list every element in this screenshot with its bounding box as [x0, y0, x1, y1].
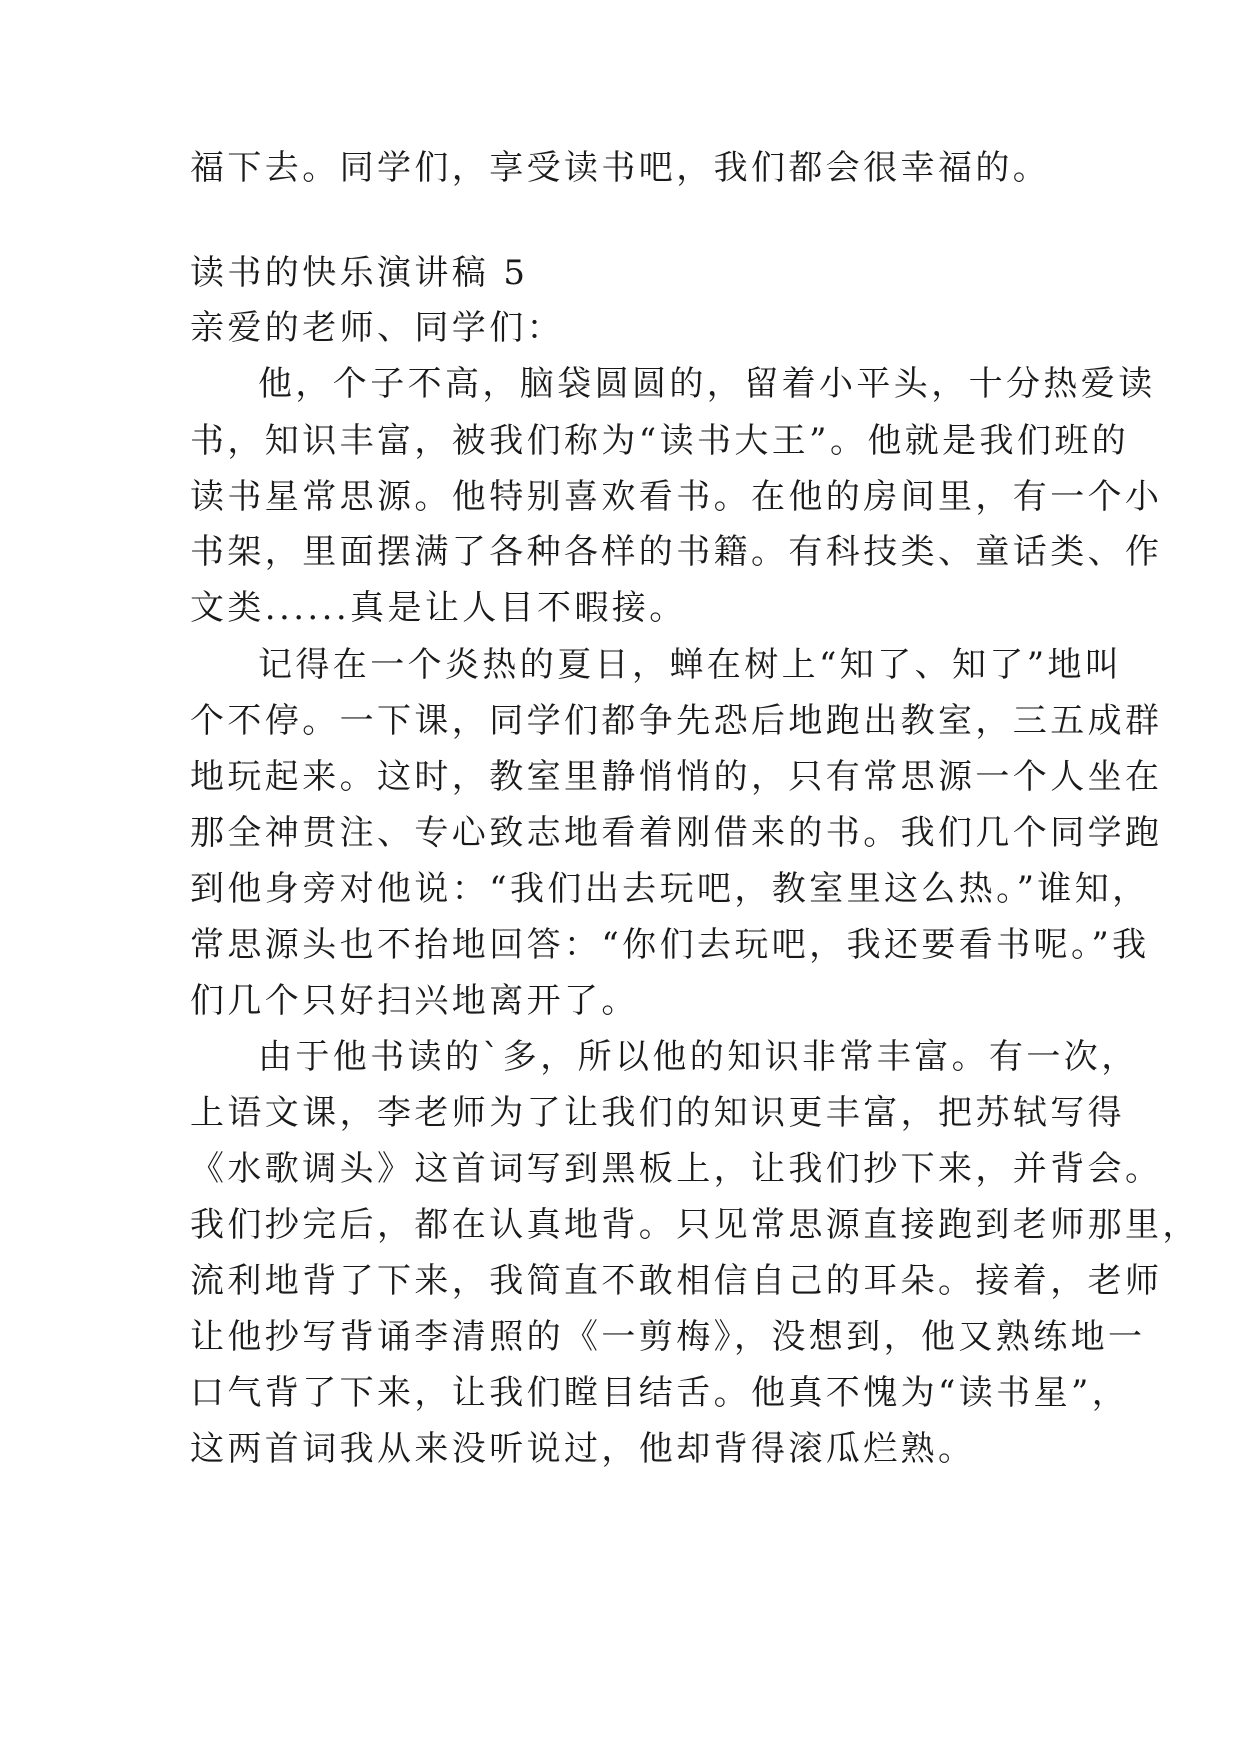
salutation: 亲爱的老师、同学们： — [190, 308, 564, 348]
paragraph-line: 我们抄完后，都在认真地背。只见常思源直接跑到老师那里， — [190, 1205, 1200, 1245]
paragraph-line: 个不停。一下课，同学们都争先恐后地跑出教室，三五成群 — [190, 701, 1163, 741]
paragraph-line: 流利地背了下来，我简直不敢相信自己的耳朵。接着，老师 — [190, 1261, 1163, 1301]
paragraph-line: 他，个子不高，脑袋圆圆的，留着小平头，十分热爱读 — [258, 364, 1156, 404]
paragraph-line: 到他身旁对他说：“我们出去玩吧，教室里这么热。”谁知， — [190, 869, 1150, 909]
paragraph-line: 们几个只好扫兴地离开了。 — [190, 981, 639, 1021]
paragraph-line: 《水歌调头》这首词写到黑板上，让我们抄下来，并背会。 — [190, 1149, 1163, 1189]
paragraph-line: 常思源头也不抬地回答：“你们去玩吧，我还要看书呢。”我 — [190, 925, 1150, 965]
paragraph-line: 口气背了下来，让我们瞠目结舌。他真不愧为“读书星”， — [190, 1373, 1130, 1413]
paragraph-line: 由于他书读的`多，所以他的知识非常丰富。有一次， — [258, 1037, 1139, 1077]
section-title: 读书的快乐演讲稿 5 — [190, 253, 529, 293]
paragraph-line: 地玩起来。这时，教室里静悄悄的，只有常思源一个人坐在 — [190, 757, 1163, 797]
paragraph-line: 书，知识丰富，被我们称为“读书大王”。他就是我们班的 — [190, 421, 1130, 461]
paragraph-line: 记得在一个炎热的夏日，蝉在树上“知了、知了”地叫 — [258, 645, 1123, 685]
paragraph-line: 那全神贯注、专心致志地看着刚借来的书。我们几个同学跑 — [190, 813, 1163, 853]
paragraph-line: 上语文课，李老师为了让我们的知识更丰富，把苏轼写得 — [190, 1093, 1125, 1133]
paragraph-line: 让他抄写背诵李清照的《一剪梅》，没想到，他又熟练地一 — [190, 1317, 1146, 1357]
paragraph-line: 这两首词我从来没听说过，他却背得滚瓜烂熟。 — [190, 1429, 976, 1469]
paragraph-line: 书架，里面摆满了各种各样的书籍。有科技类、童话类、作 — [190, 532, 1163, 572]
paragraph-line: 文类......真是让人目不暇接。 — [190, 588, 687, 628]
paragraph-line: 福下去。同学们，享受读书吧，我们都会很幸福的。 — [190, 148, 1051, 188]
paragraph-line: 读书星常思源。他特别喜欢看书。在他的房间里，有一个小 — [190, 477, 1163, 517]
